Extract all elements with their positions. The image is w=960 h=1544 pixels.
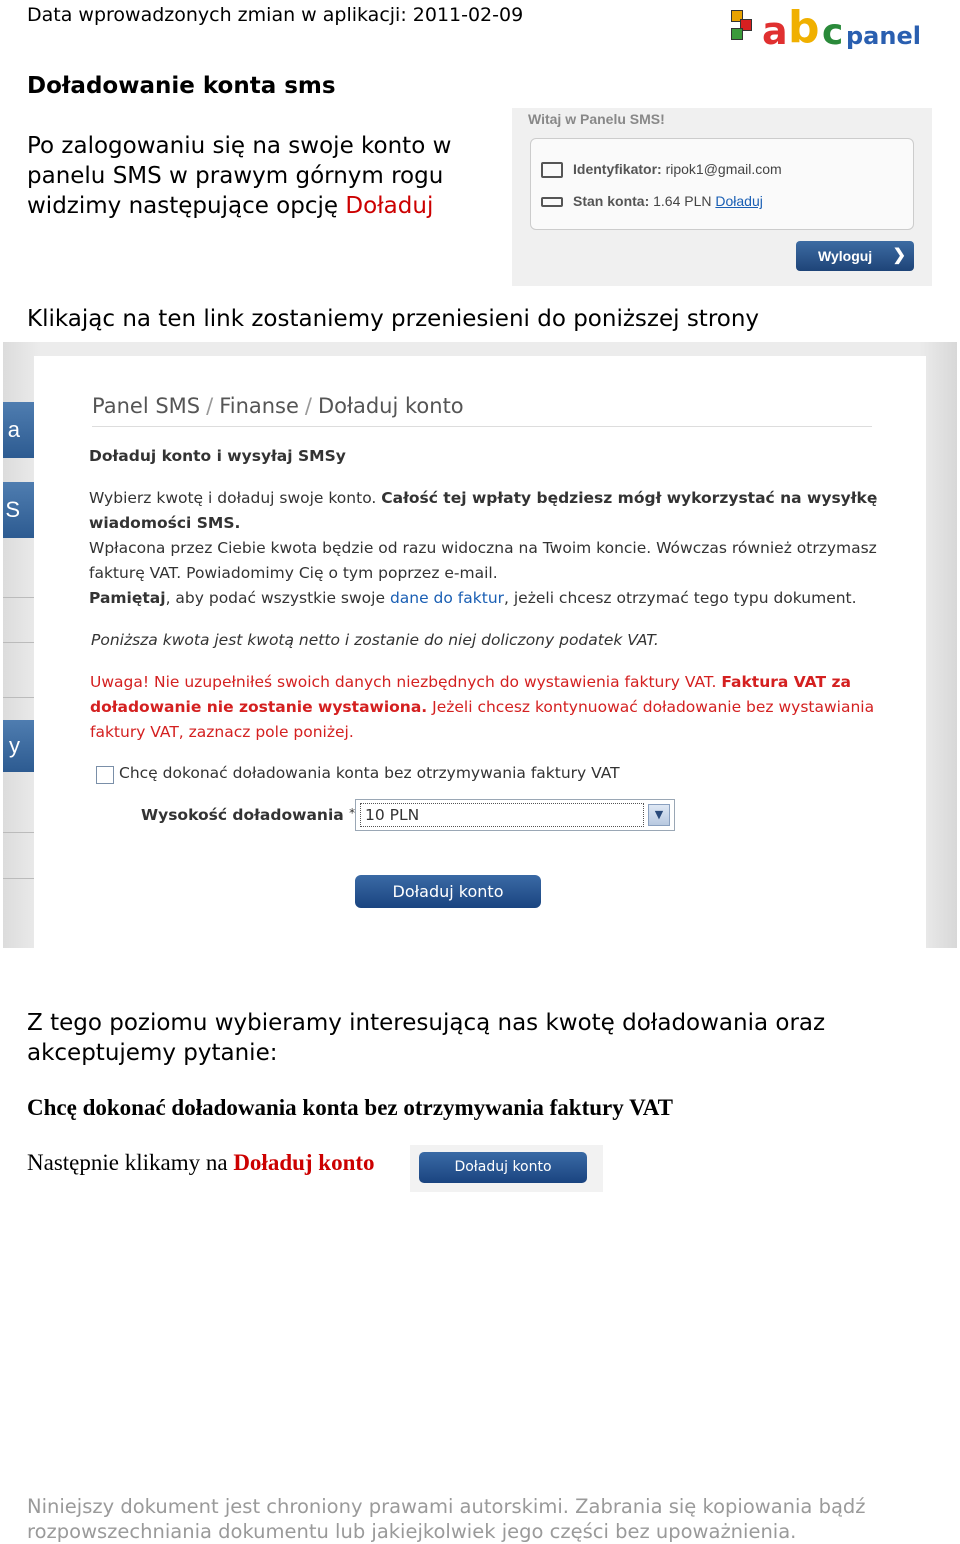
side-divider (3, 642, 34, 643)
next-step-text (27, 1150, 375, 1176)
id-card-icon (541, 162, 563, 178)
warning-line (90, 673, 851, 691)
info-line (89, 489, 877, 507)
panel-greeting: Witaj w Panelu SMS! (528, 111, 665, 127)
info-line: Wpłacona przez Ciebie kwota będzie od razu widoczna na Twoim koncie. Wówczas również otrzymasz (89, 539, 877, 557)
info-line: wiadomości SMS. (89, 514, 241, 532)
balance-row (541, 193, 763, 209)
balance-label: Stan konta: (573, 193, 650, 209)
side-tab[interactable]: y (3, 720, 34, 772)
chevron-down-icon[interactable]: ▼ (648, 804, 670, 826)
info-text: Wybierz kwotę i doładuj swoje konto. (89, 489, 382, 507)
intro-text: Po zalogowaniu się na swoje konto w panelu SMS w prawym górnym rogu widzimy następujące opcję (27, 133, 452, 219)
breadcrumb-item[interactable]: Panel SMS (92, 394, 201, 418)
side-divider (3, 878, 34, 879)
breadcrumb-divider (92, 426, 872, 427)
info-text: , aby podać wszystkie swoje (165, 589, 390, 607)
balance-value: 1.64 PLN (653, 193, 712, 209)
warning-bold: doładowanie nie zostanie wystawiona. (90, 698, 428, 716)
topup-link[interactable]: Doładuj (715, 193, 763, 209)
side-tab[interactable]: S (3, 482, 34, 538)
panel-small-screenshot (512, 108, 932, 286)
button-screenshot (410, 1145, 603, 1192)
intro-paragraph (27, 131, 497, 221)
id-value: ripok1@gmail.com (665, 161, 782, 177)
info-bold: Całość tej wpłaty będziesz mógł wykorzystać na wysyłkę (381, 489, 878, 507)
intro-doladuj-link: Doładuj (345, 193, 434, 219)
side-divider (3, 832, 34, 833)
footer-line: rozpowszechniania dokumentu lub jakiejkolwiek jego części bez upoważnienia. (27, 1520, 797, 1543)
amount-select[interactable] (355, 799, 675, 831)
account-box (530, 138, 914, 230)
breadcrumb-separator: / (206, 394, 214, 418)
amount-selected-value: 10 PLN (360, 803, 644, 827)
topup-submit-button[interactable]: Doładuj konto (355, 875, 541, 908)
amount-label (141, 806, 355, 824)
breadcrumb-separator: / (304, 394, 312, 418)
panel-heading: Doładuj konto i wysyłaj SMSy (89, 447, 346, 465)
logo-letter: a (762, 9, 788, 53)
balance-icon (541, 197, 563, 207)
info-line: fakturę VAT. Powiadomimy Cię o tym poprzez e-mail. (89, 564, 498, 582)
instruction-paragraph: Z tego poziomu wybieramy interesującą nas kwotę doładowania oraz akceptujemy pytanie: (27, 1010, 826, 1066)
warning-bold: Faktura VAT za (721, 673, 851, 691)
logo-square-icon (731, 28, 743, 40)
breadcrumb-item[interactable]: Finanse (219, 394, 299, 418)
logo-word: panel (846, 22, 921, 50)
amount-label-text: Wysokość doładowania (141, 806, 344, 824)
invoice-data-link[interactable]: dane do faktur (389, 589, 505, 607)
breadcrumb-item: Doładuj konto (318, 394, 464, 418)
side-divider (3, 697, 34, 698)
breadcrumb (92, 394, 464, 418)
page-title: Doładowanie konta sms (27, 73, 336, 99)
info-text: , jeżeli chcesz otrzymać tego typu dokument. (504, 589, 857, 607)
question-text: Chcę dokonać doładowania konta bez otrzymywania faktury VAT (27, 1095, 673, 1120)
info-bold: Pamiętaj (89, 589, 166, 607)
panel-content (34, 356, 926, 948)
warning-text: Uwaga! Nie uzupełniłeś swoich danych niezbędnych do wystawienia faktury VAT. (90, 673, 722, 691)
vat-note: Poniższa kwota jest kwotą netto i zostanie do niej doliczony podatek VAT. (91, 631, 659, 649)
side-tab[interactable]: a (3, 402, 34, 458)
chevron-right-icon: ❯ (892, 247, 906, 264)
topup-button-example[interactable]: Doładuj konto (419, 1152, 587, 1183)
warning-line (90, 698, 874, 716)
side-divider (3, 597, 34, 598)
next-step-bold: Doładuj konto (233, 1150, 375, 1175)
logo-letter: c (822, 12, 844, 53)
no-invoice-checkbox[interactable] (96, 766, 114, 784)
next-step-plain: Następnie klikamy na (27, 1150, 234, 1175)
warning-text: Jeżeli chcesz kontynuować doładowanie bez wystawiania (427, 698, 875, 716)
info-line (89, 589, 857, 607)
copyright-footer (27, 1494, 937, 1544)
logout-button[interactable] (796, 241, 914, 271)
panel-big-screenshot (3, 342, 957, 948)
abcpanel-logo (728, 2, 928, 53)
logout-label: Wyloguj (818, 248, 873, 264)
footer-line: Niniejszy dokument jest chroniony prawami autorskimi. Zabrania się kopiowania bądź (27, 1495, 866, 1518)
required-marker: * (349, 806, 356, 820)
warning-line: faktury VAT, zaznacz pole poniżej. (90, 723, 354, 741)
link-info: Klikając na ten link zostaniemy przeniesieni do poniższej strony (27, 306, 760, 332)
identifier-row (541, 161, 782, 178)
logo-letter: b (788, 2, 820, 53)
checkbox-label: Chcę dokonać doładowania konta bez otrzymywania faktury VAT (119, 764, 620, 782)
header-date: Data wprowadzonych zmian w aplikacji: 2011-02-09 (27, 4, 524, 26)
id-label: Identyfikator: (573, 161, 662, 177)
